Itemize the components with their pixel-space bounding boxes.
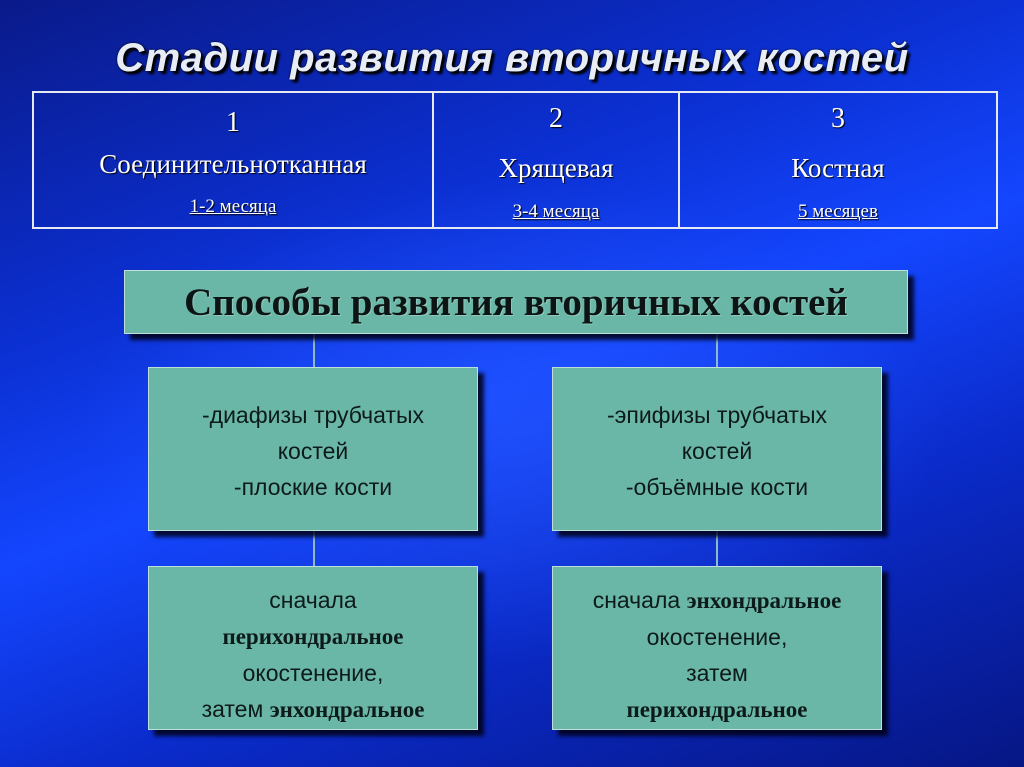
stage-duration [680, 201, 996, 223]
bone-type-line: костей [681, 438, 753, 464]
process-bold: перихондральное [222, 624, 404, 649]
connector-line [313, 531, 315, 566]
stage-duration [434, 201, 678, 223]
stage-number: 3 [831, 103, 845, 134]
stage-duration [34, 196, 432, 218]
stage-1 [34, 93, 432, 227]
stage-name: Костная [791, 153, 885, 183]
process-line: сначала [269, 587, 357, 613]
bone-type-line: костей [277, 438, 349, 464]
stage-duration-link: 5 месяцев [798, 201, 878, 222]
process-line [553, 691, 881, 728]
stage-2 [432, 93, 678, 227]
stage-number: 2 [549, 103, 563, 134]
process-line [553, 582, 881, 619]
process-line [149, 691, 477, 728]
connector-line [716, 334, 718, 367]
left-bone-types [148, 367, 478, 531]
methods-heading: Способы развития вторичных костей [124, 270, 908, 334]
bone-type-line: -диафизы трубчатых [201, 402, 425, 428]
left-ossification-process [148, 566, 478, 730]
process-bold: энхондральное [269, 697, 425, 722]
stage-name: Хрящевая [498, 153, 614, 183]
process-line: окостенение, [646, 624, 788, 650]
stage-duration-link: 3-4 месяца [512, 201, 600, 222]
process-line: окостенение, [242, 660, 384, 686]
bone-type-line: -плоские кости [233, 474, 393, 500]
process-line: затем [686, 660, 748, 686]
right-ossification-process [552, 566, 882, 730]
process-plain: затем [201, 696, 270, 722]
right-bone-types [552, 367, 882, 531]
stage-number: 1 [226, 107, 240, 138]
connector-line [716, 531, 718, 566]
stage-duration-link: 1-2 месяца [189, 196, 277, 217]
process-plain: сначала [592, 587, 687, 613]
process-bold: энхондральное [686, 588, 842, 613]
slide-title: Стадии развития вторичных костей [115, 36, 909, 80]
process-line [149, 618, 477, 655]
connector-line [313, 334, 315, 367]
stage-3 [678, 93, 996, 227]
stage-name: Соединительнотканная [99, 149, 367, 179]
stages-table [32, 91, 998, 229]
process-bold: перихондральное [626, 697, 808, 722]
bone-type-line: -объёмные кости [625, 474, 809, 500]
bone-type-line: -эпифизы трубчатых [606, 402, 827, 428]
